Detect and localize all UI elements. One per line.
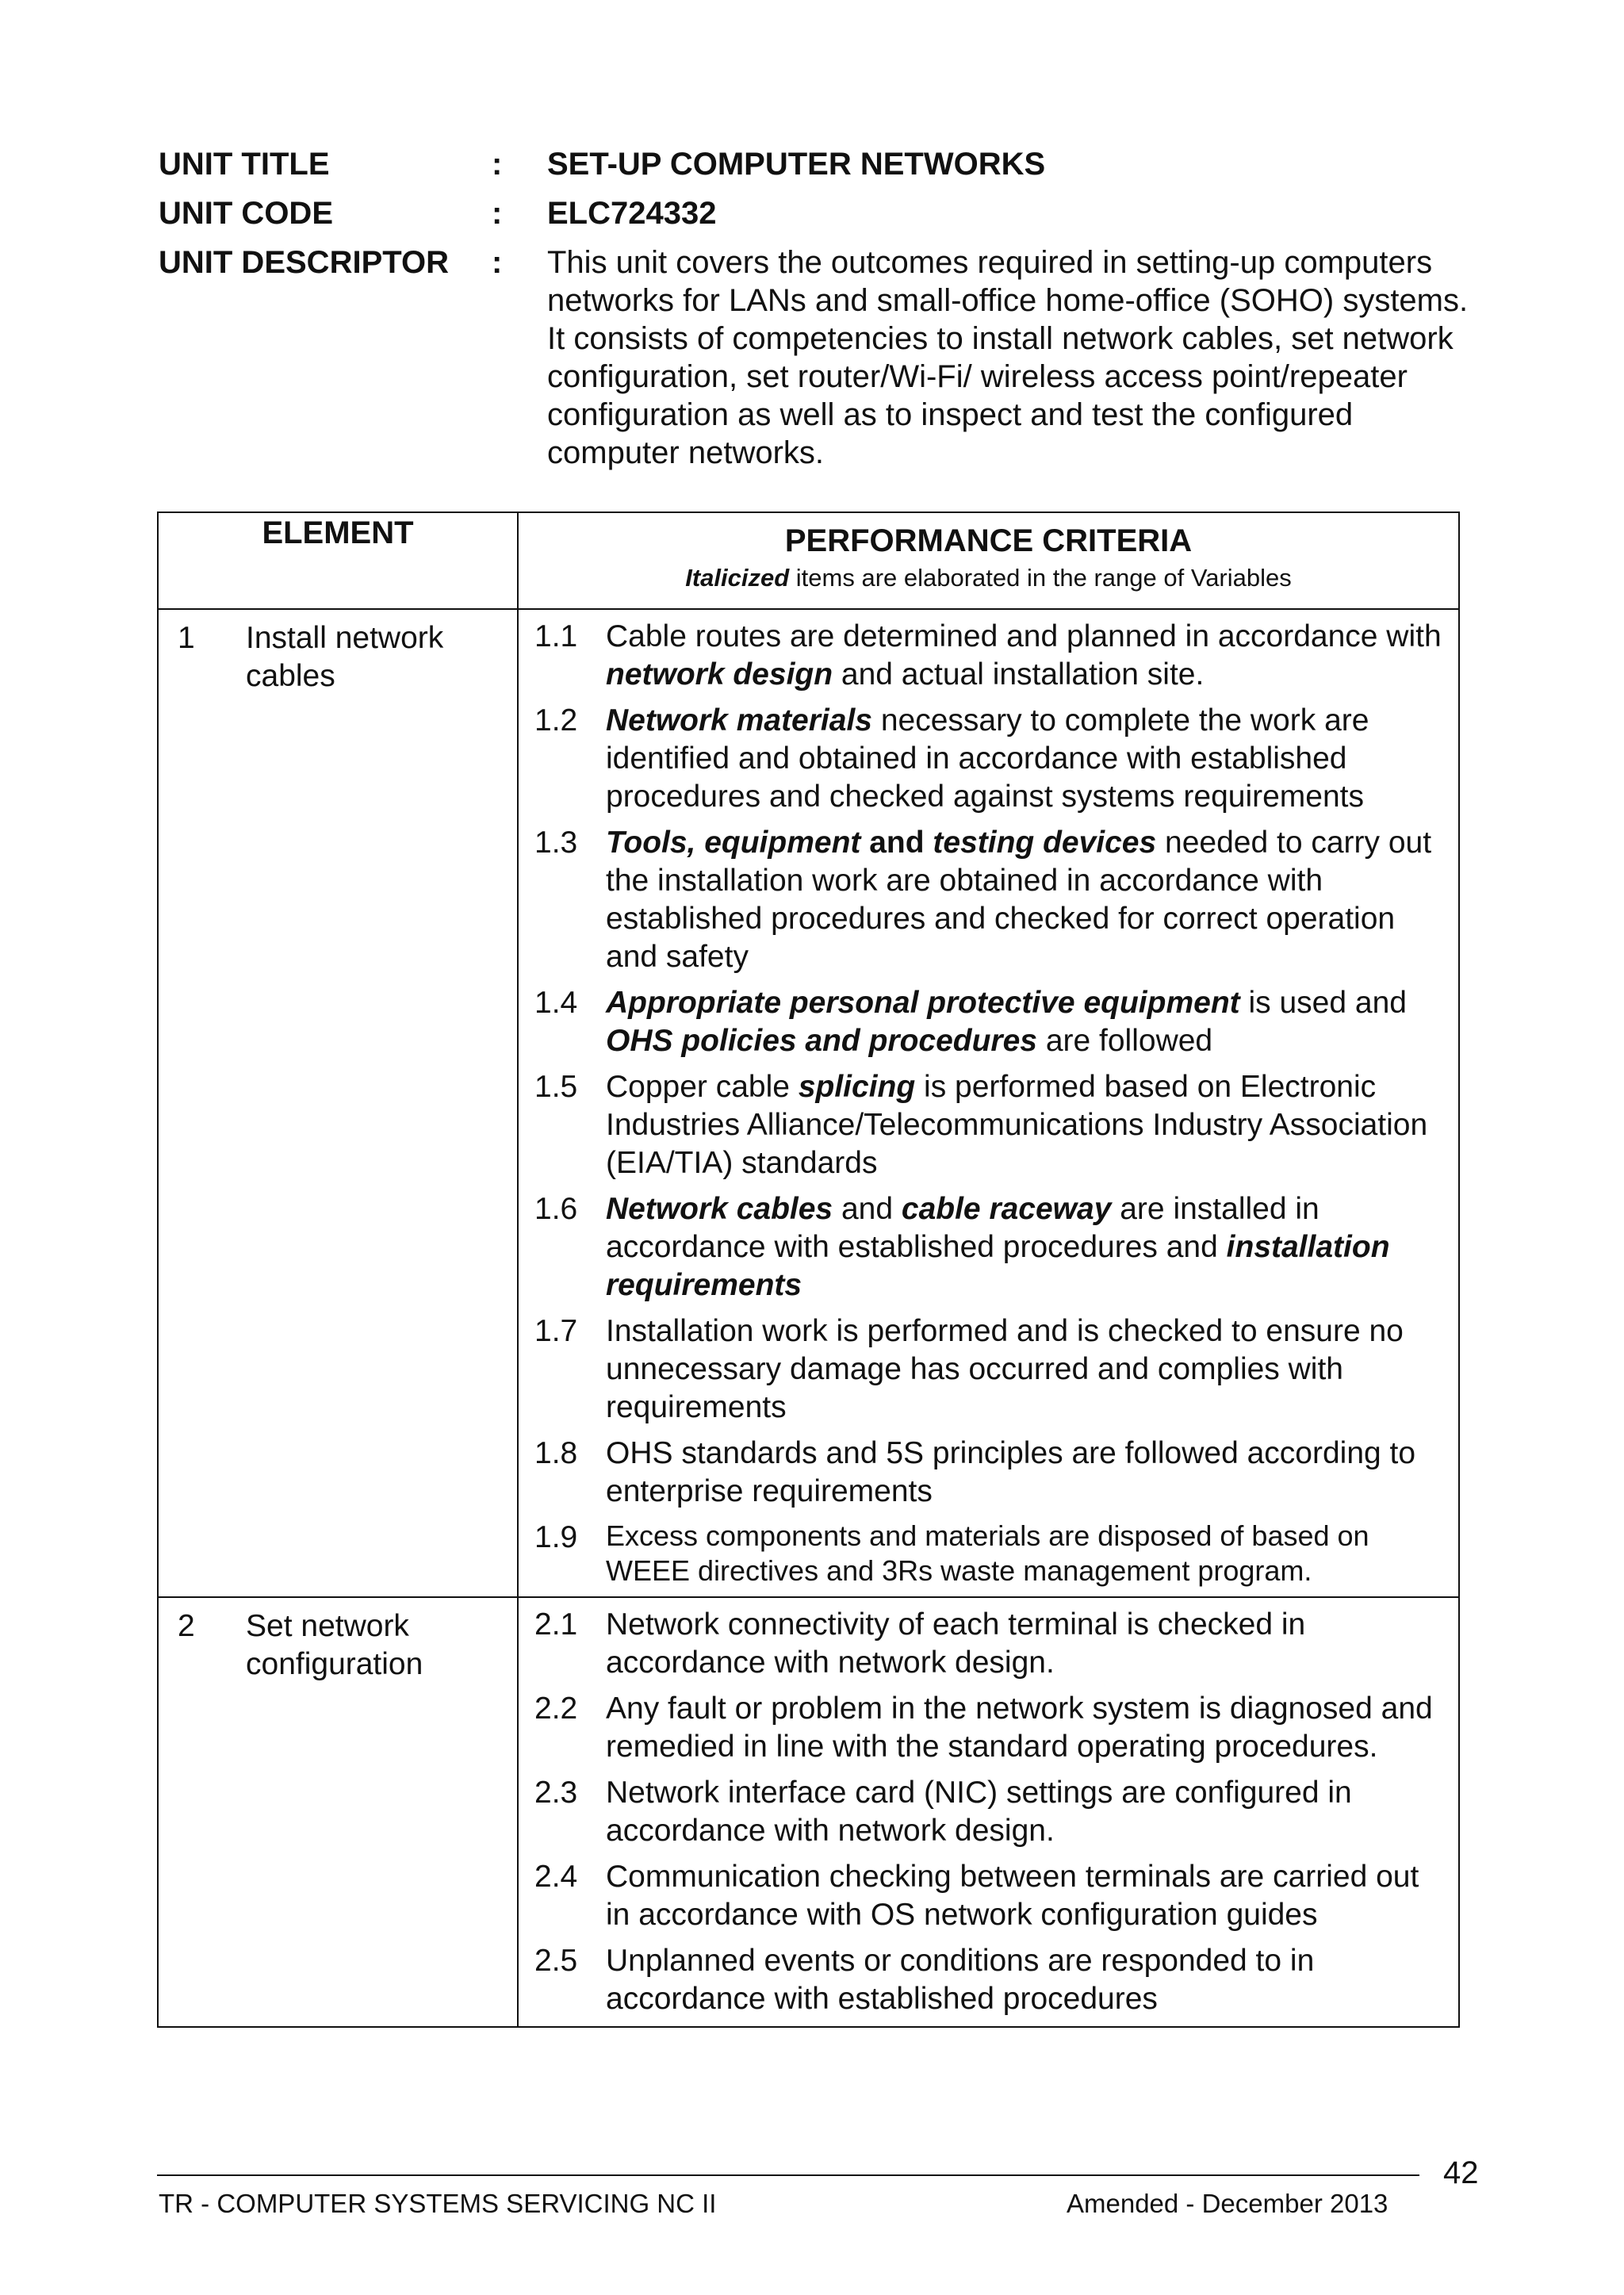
criterion-text bbox=[606, 618, 1442, 694]
criterion-text bbox=[606, 984, 1442, 1060]
emphasized-term: Appropriate personal protective equipment bbox=[606, 986, 1240, 1020]
criterion-number: 1.4 bbox=[534, 986, 578, 1020]
performance-criteria-note bbox=[519, 562, 1457, 594]
criteria-cell bbox=[518, 609, 1459, 1597]
criterion-number: 1.8 bbox=[534, 1436, 578, 1470]
criterion-text-part: needed to carry out the installation work are obtained in accordance with established procedures and checked for correct operation and safety bbox=[606, 826, 1432, 974]
unit-title-row bbox=[159, 143, 1491, 186]
criterion-text-part: are followed bbox=[1036, 1024, 1213, 1058]
table-row bbox=[158, 1597, 1459, 2027]
criterion-number: 2.1 bbox=[534, 1607, 578, 1642]
criterion-text-part: and bbox=[833, 1192, 902, 1226]
unit-descriptor-label: UNIT DESCRIPTOR bbox=[159, 245, 449, 280]
element-number: 1 bbox=[178, 621, 195, 655]
competency-table bbox=[157, 511, 1460, 2028]
criterion-text bbox=[606, 1942, 1442, 2018]
note-rest: items are elaborated in the range of Variables bbox=[789, 564, 1292, 592]
criterion-text bbox=[606, 1068, 1442, 1182]
criterion-item bbox=[534, 1068, 1442, 1182]
element-cell bbox=[158, 1597, 518, 2027]
criterion-text-part: is performed based on Electronic Industries Alliance/Telecommunications Industry Association (EIA/TIA) standards bbox=[606, 1070, 1428, 1180]
element-cell bbox=[158, 609, 518, 1597]
criterion-item bbox=[534, 984, 1442, 1060]
criterion-text-part: and actual installation site. bbox=[833, 657, 1205, 692]
criterion-number: 2.4 bbox=[534, 1860, 578, 1894]
criterion-number: 1.2 bbox=[534, 703, 578, 738]
criterion-item bbox=[534, 702, 1442, 816]
emphasized-term: testing devices bbox=[933, 826, 1157, 860]
criterion-item bbox=[534, 1690, 1442, 1766]
colon: : bbox=[492, 245, 503, 280]
table-row bbox=[158, 609, 1459, 1597]
criterion-text-part: Installation work is performed and is checked to ensure no unnecessary damage has occurred and complies with requirements bbox=[606, 1314, 1404, 1424]
criterion-text bbox=[606, 1858, 1442, 1934]
unit-header bbox=[159, 143, 1491, 478]
unit-title-label: UNIT TITLE bbox=[159, 147, 330, 182]
criterion-item bbox=[534, 1606, 1442, 1682]
emphasized-term: OHS policies and procedures bbox=[606, 1024, 1037, 1058]
criterion-number: 2.2 bbox=[534, 1692, 578, 1726]
criterion-text bbox=[606, 1312, 1442, 1427]
footer-amended-date: Amended - December 2013 bbox=[1067, 2189, 1388, 2218]
emphasized-term: installation requirements bbox=[606, 1230, 1390, 1302]
criterion-number: 1.6 bbox=[534, 1192, 578, 1226]
criterion-text bbox=[606, 1519, 1442, 1588]
criterion-text-part: and bbox=[860, 826, 933, 860]
criterion-text bbox=[606, 824, 1442, 976]
criterion-item bbox=[534, 1312, 1442, 1427]
performance-criteria-title: PERFORMANCE CRITERIA bbox=[784, 523, 1193, 558]
footer-divider bbox=[157, 2174, 1419, 2176]
unit-descriptor-value: This unit covers the outcomes required in setting-up computers networks for LANs and small-office home-office (SOHO) systems. It consists of competencies to install network cables, set network configuration, set router/Wi-Fi/ wireless access point/repeater configuration as well as to inspect and test the configured computer networks. bbox=[547, 245, 1469, 470]
criterion-item bbox=[534, 1942, 1442, 2018]
criterion-text-part: OHS standards and 5S principles are followed according to enterprise requirements bbox=[606, 1436, 1416, 1508]
performance-criteria-column-header bbox=[518, 512, 1459, 609]
criterion-item bbox=[534, 824, 1442, 976]
criterion-text-part: Unplanned events or conditions are responded to in accordance with established procedures bbox=[606, 1944, 1315, 2016]
colon: : bbox=[492, 196, 503, 231]
criterion-text-part: Copper cable bbox=[606, 1070, 799, 1104]
element-name: Set network configuration bbox=[246, 1609, 423, 1681]
criterion-item bbox=[534, 1858, 1442, 1934]
criterion-item bbox=[534, 1519, 1442, 1588]
criterion-number: 1.9 bbox=[534, 1520, 578, 1554]
emphasized-term: Tools, equipment bbox=[606, 826, 861, 860]
criterion-number: 1.1 bbox=[534, 619, 578, 653]
unit-title-value: SET-UP COMPUTER NETWORKS bbox=[547, 147, 1046, 182]
criterion-text-part: Communication checking between terminals are carried out in accordance with OS network configuration guides bbox=[606, 1860, 1419, 1932]
emphasized-term: Network materials bbox=[606, 703, 872, 738]
criterion-item bbox=[534, 1190, 1442, 1305]
criterion-text-part: Network interface card (NIC) settings are configured in accordance with network design. bbox=[606, 1776, 1352, 1848]
criterion-text-part: Excess components and materials are disposed of based on WEEE directives and 3Rs waste management program. bbox=[606, 1519, 1369, 1587]
element-column-header: ELEMENT bbox=[158, 512, 518, 609]
table-header-row bbox=[158, 512, 1459, 609]
element-number: 2 bbox=[178, 1609, 195, 1643]
emphasized-term: Network cables bbox=[606, 1192, 833, 1226]
unit-code-value: ELC724332 bbox=[547, 196, 717, 231]
unit-code-label: UNIT CODE bbox=[159, 196, 333, 231]
criterion-text bbox=[606, 1190, 1442, 1305]
criterion-text bbox=[606, 1606, 1442, 1682]
footer-document-title: TR - COMPUTER SYSTEMS SERVICING NC II bbox=[159, 2189, 717, 2218]
criterion-text-part: Network connectivity of each terminal is checked in accordance with network design. bbox=[606, 1607, 1306, 1680]
italicized-word: Italicized bbox=[685, 564, 790, 592]
unit-code-row bbox=[159, 192, 1491, 235]
criterion-number: 2.5 bbox=[534, 1944, 578, 1978]
criterion-text bbox=[606, 1690, 1442, 1766]
criterion-number: 2.3 bbox=[534, 1776, 578, 1810]
criterion-number: 1.7 bbox=[534, 1314, 578, 1348]
page-number: 42 bbox=[1443, 2155, 1479, 2190]
unit-descriptor-row bbox=[159, 241, 1491, 472]
colon: : bbox=[492, 147, 503, 182]
element-name: Install network cables bbox=[246, 621, 444, 693]
criterion-item bbox=[534, 618, 1442, 694]
table-body bbox=[158, 609, 1459, 2027]
criterion-text-part: Cable routes are determined and planned in accordance with bbox=[606, 619, 1442, 653]
criterion-text-part: are installed in accordance with established procedures and bbox=[606, 1192, 1320, 1264]
criterion-number: 1.5 bbox=[534, 1070, 578, 1104]
criteria-cell bbox=[518, 1597, 1459, 2027]
criterion-text bbox=[606, 1435, 1442, 1511]
criterion-text-part: necessary to complete the work are identified and obtained in accordance with established procedures and checked against systems requirements bbox=[606, 703, 1369, 814]
criterion-item bbox=[534, 1774, 1442, 1850]
criterion-text-part: is used and bbox=[1239, 986, 1407, 1020]
criterion-number: 1.3 bbox=[534, 826, 578, 860]
emphasized-term: cable raceway bbox=[901, 1192, 1112, 1226]
emphasized-term: network design bbox=[606, 657, 833, 692]
criterion-text-part: Any fault or problem in the network system is diagnosed and remedied in line with the standard operating procedures. bbox=[606, 1692, 1433, 1764]
criterion-text bbox=[606, 702, 1442, 816]
emphasized-term: splicing bbox=[798, 1070, 916, 1104]
criterion-text bbox=[606, 1774, 1442, 1850]
criterion-item bbox=[534, 1435, 1442, 1511]
